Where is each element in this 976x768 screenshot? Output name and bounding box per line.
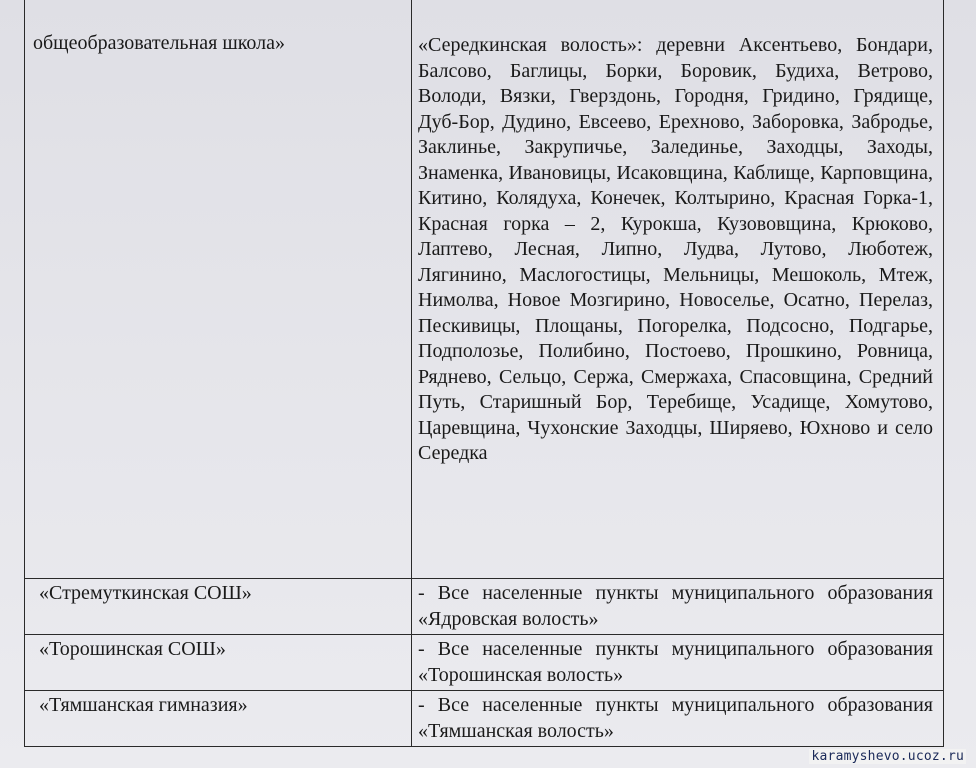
table-row	[25, 579, 944, 635]
school-name-cell: «Тямшанская гимназия»	[25, 691, 412, 747]
watermark-text: karamyshevo.ucoz.ru	[811, 749, 964, 764]
table-row	[25, 635, 944, 691]
territory-cell: «Середкинская волость»: деревни Аксентьево, Бондари, Балсово, Баглицы, Борки, Боровик, Будиха, Ветрово, Володи, Вязки, Гверздонь, Городня, Гридино, Грядище, Дуб-Бор, Дудино, Евсеево, Ерехново, Заборовка, Забродье, Заклинье, Закрупичье, Залединье, Заходцы, Заходы, Знаменка, Ивановицы, Исаковщина, Каблище, Карповщина, Китино, Колядуха, Конечек, Колтырино, Красная Горка-1, Красная горка – 2, Курокша, Кузововщина, Крюково, Лаптево, Лесная, Липно, Лудва, Лутово, Люботеж, Лягинино, Маслогостицы, Мельницы, Мешоколь, Мтеж, Нимолва, Новое Мозгирино, Новоселье, Осатно, Перелаз, Пескивицы, Площаны, Погорелка, Подсосно, Подгарье, Подполозье, Полибино, Постоево, Прошкино, Ровница, Ряднево, Сельцо, Сержа, Смержаха, Спасовщина, Средний Путь, Старишный Бор, Теребище, Усадище, Хомутово, Царевщина, Чухонские Заходцы, Ширяево, Юхново и село Середка	[412, 0, 944, 579]
schools-territory-table	[24, 0, 944, 747]
table-row	[25, 0, 944, 579]
territory-cell: - Все населенные пункты муниципального образования «Торошинская волость»	[412, 635, 944, 691]
school-name-cell: общеобразовательная школа»	[25, 0, 412, 579]
school-name-cell: «Стремуткинская СОШ»	[25, 579, 412, 635]
territory-cell: - Все населенные пункты муниципального образования «Тямшанская волость»	[412, 691, 944, 747]
school-name-cell: «Торошинская СОШ»	[25, 635, 412, 691]
table-row	[25, 691, 944, 747]
territory-cell: - Все населенные пункты муниципального образования «Ядровская волость»	[412, 579, 944, 635]
